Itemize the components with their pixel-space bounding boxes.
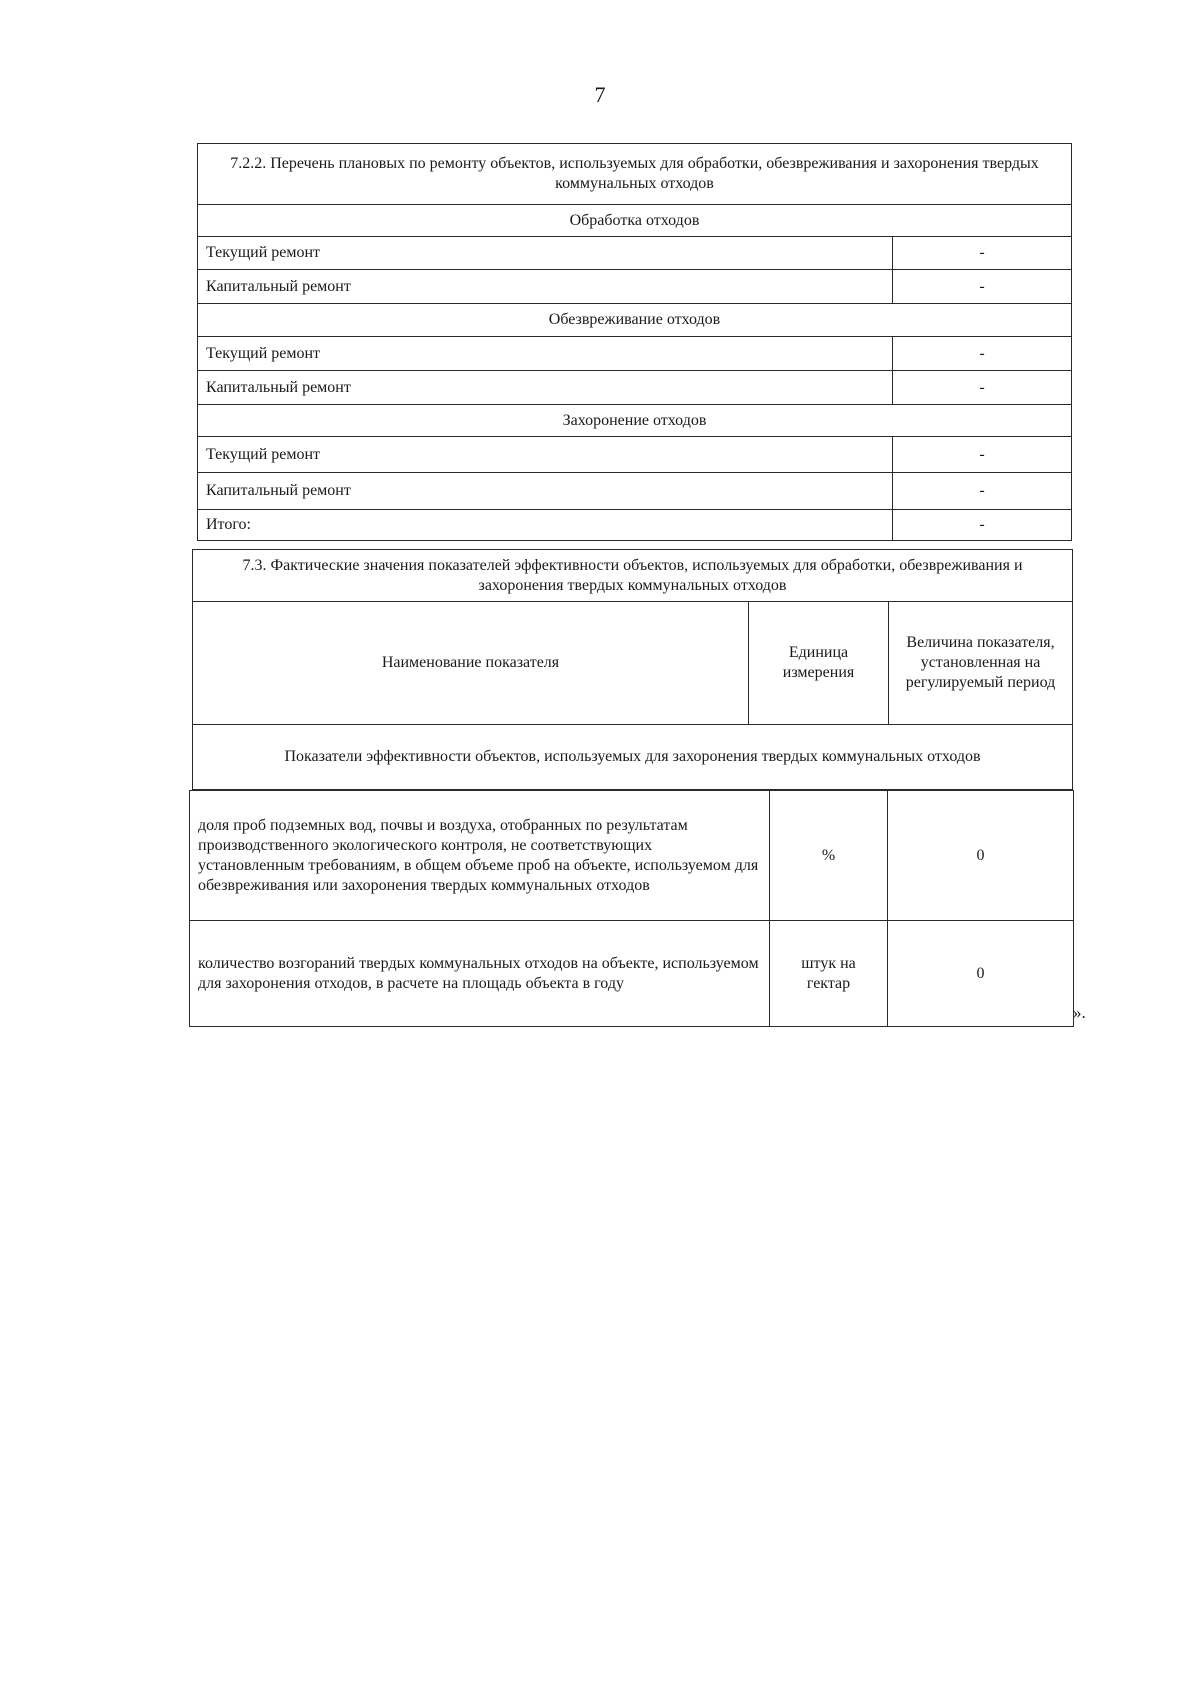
indicators-table [189, 790, 1074, 1027]
row-value: - [893, 473, 1072, 510]
indicator-name: количество возгораний твердых коммунальных отходов на объекте, используемом для захоронения отходов, в расчете на площадь объекта в году [190, 921, 770, 1027]
group-heading-processing: Обработка отходов [198, 205, 1072, 237]
row-value: - [893, 437, 1072, 473]
page-number: 7 [594, 82, 606, 107]
table-row [198, 270, 1072, 304]
indicators-group-heading: Показатели эффективности объектов, используемых для захоронения твердых коммунальных отходов [193, 725, 1073, 790]
row-value: - [893, 337, 1072, 371]
row-label: Текущий ремонт [198, 237, 893, 270]
table-row [190, 921, 1074, 1027]
indicator-name: доля проб подземных вод, почвы и воздуха, отобранных по результатам производственного экологического контроля, не соответствующих установленным требованиям, в общем объеме проб на объекте, используемом для обезвреживания или захоронения твердых коммунальных отходов [190, 791, 770, 921]
repair-plan-table [197, 143, 1072, 541]
row-value: - [893, 237, 1072, 270]
group-heading-neutralization: Обезвреживание отходов [198, 304, 1072, 337]
group-heading-burial: Захоронение отходов [198, 405, 1072, 437]
table-row [198, 371, 1072, 405]
header-value: Величина показателя, установленная на регулируемый период [889, 602, 1073, 725]
section-722-title: 7.2.2. Перечень плановых по ремонту объектов, используемых для обработки, обезвреживания и захоронения твердых коммунальных отходов [198, 144, 1072, 205]
section-73-title: 7.3. Фактические значения показателей эффективности объектов, используемых для обработки, обезвреживания и захоронения твердых коммунальных отходов [193, 550, 1073, 602]
row-label: Текущий ремонт [198, 337, 893, 371]
table-row [198, 237, 1072, 270]
row-value: - [893, 270, 1072, 304]
indicators-header-table [192, 549, 1073, 790]
total-label: Итого: [198, 510, 893, 541]
closing-quote: ». [1073, 1003, 1086, 1022]
total-row [198, 510, 1072, 541]
table-row [198, 337, 1072, 371]
row-label: Текущий ремонт [198, 437, 893, 473]
header-unit: Единица измерения [749, 602, 889, 725]
indicator-unit: штук на гектар [770, 921, 888, 1027]
row-label: Капитальный ремонт [198, 371, 893, 405]
header-indicator-name: Наименование показателя [193, 602, 749, 725]
row-label: Капитальный ремонт [198, 473, 893, 510]
indicator-value: 0 [888, 921, 1074, 1027]
table-row [198, 437, 1072, 473]
table-row [198, 473, 1072, 510]
table-row [190, 791, 1074, 921]
row-label: Капитальный ремонт [198, 270, 893, 304]
total-value: - [893, 510, 1072, 541]
row-value: - [893, 371, 1072, 405]
indicator-unit: % [770, 791, 888, 921]
indicator-value: 0 [888, 791, 1074, 921]
